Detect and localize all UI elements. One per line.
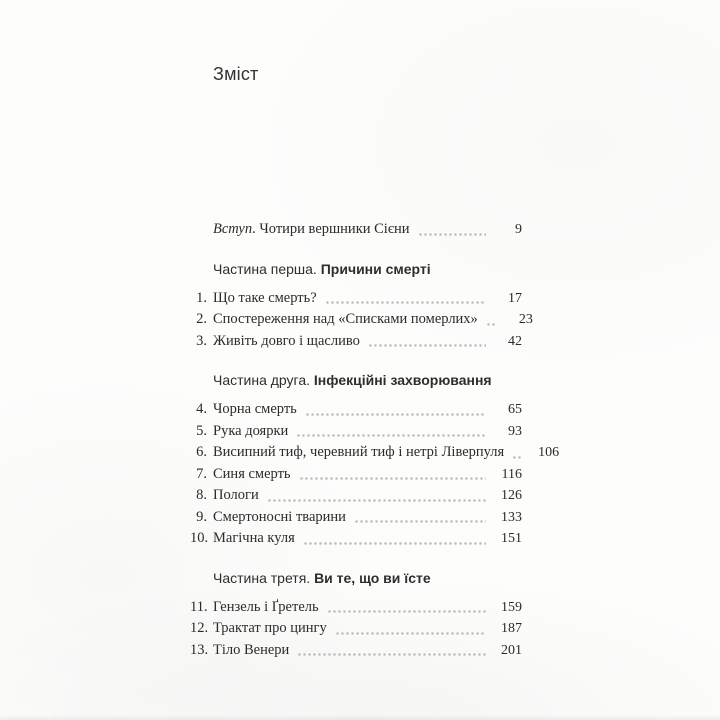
item-page: 93 bbox=[508, 423, 522, 439]
toc-sections bbox=[190, 260, 560, 662]
part-label: Частина перша. bbox=[213, 260, 317, 277]
toc-section bbox=[190, 371, 560, 550]
item-title: Магічна куля bbox=[213, 530, 295, 546]
item-number: 3. bbox=[196, 332, 207, 349]
toc-column bbox=[190, 62, 560, 661]
part-heading bbox=[213, 569, 522, 587]
intro-row bbox=[190, 219, 522, 241]
intro-separator: . bbox=[252, 221, 260, 237]
toc-entry bbox=[190, 331, 522, 353]
item-page: 126 bbox=[501, 488, 522, 503]
toc-entry bbox=[190, 399, 522, 421]
item-page: 201 bbox=[501, 642, 522, 658]
dot-leader bbox=[298, 653, 486, 656]
part-heading bbox=[213, 371, 522, 389]
item-title: Гензель і Ґретель bbox=[213, 598, 319, 615]
toc-section bbox=[190, 260, 533, 353]
item-number: 10. bbox=[190, 530, 209, 546]
item-title: Спостереження над «Списками померлих» bbox=[213, 311, 478, 327]
item-page: 133 bbox=[501, 509, 522, 525]
dot-leader bbox=[328, 610, 486, 613]
dot-leader bbox=[306, 413, 486, 416]
dot-leader bbox=[355, 520, 486, 523]
toc-entry bbox=[190, 597, 522, 619]
dot-leader bbox=[326, 301, 486, 304]
item-page: 187 bbox=[501, 621, 522, 636]
item-number: 9. bbox=[196, 508, 207, 525]
toc-entry bbox=[190, 288, 522, 310]
item-number: 13. bbox=[190, 641, 209, 658]
dot-leader bbox=[297, 434, 486, 437]
toc-entry bbox=[190, 485, 522, 507]
toc-entry bbox=[190, 640, 522, 662]
toc-section bbox=[190, 569, 522, 662]
item-page: 42 bbox=[508, 333, 522, 349]
toc-entry bbox=[190, 618, 522, 640]
item-title: Чорна смерть bbox=[213, 401, 297, 417]
item-number: 1. bbox=[196, 289, 207, 306]
item-number: 6. bbox=[196, 444, 207, 460]
dot-leader bbox=[268, 499, 486, 502]
item-number: 7. bbox=[196, 465, 207, 482]
item-title: Висипний тиф, черевний тиф і нетрі Ліверпуля bbox=[213, 444, 505, 460]
dot-leader bbox=[369, 344, 486, 347]
toc-entry bbox=[190, 421, 522, 443]
item-title: Живіть довго і щасливо bbox=[213, 332, 360, 349]
item-page: 151 bbox=[501, 531, 522, 546]
section-items bbox=[190, 399, 560, 550]
dot-leader bbox=[513, 456, 523, 459]
dot-leader bbox=[487, 323, 497, 326]
item-number: 4. bbox=[196, 401, 207, 417]
dot-leader bbox=[304, 542, 486, 545]
item-page: 116 bbox=[501, 466, 522, 482]
item-page: 23 bbox=[518, 312, 533, 327]
item-number: 5. bbox=[196, 422, 207, 439]
item-title: Тіло Венери bbox=[213, 641, 290, 658]
item-number: 11. bbox=[190, 598, 208, 615]
toc-entry bbox=[190, 309, 533, 331]
page-title: Зміст bbox=[213, 64, 259, 84]
item-title: Рука доярки bbox=[213, 422, 289, 439]
item-number: 12. bbox=[190, 620, 209, 636]
item-title: Синя смерть bbox=[213, 465, 291, 482]
toc-entry bbox=[190, 507, 522, 529]
toc-entry bbox=[190, 464, 522, 486]
part-heading bbox=[213, 260, 522, 278]
item-title: Пологи bbox=[213, 487, 259, 503]
part-label: Частина друга. bbox=[213, 372, 311, 388]
dot-leader bbox=[419, 233, 486, 236]
toc-entry bbox=[190, 528, 522, 550]
intro-page-number: 9 bbox=[515, 222, 522, 237]
dot-leader bbox=[300, 477, 486, 480]
item-title: Трактат про цингу bbox=[213, 620, 327, 636]
intro-chapter-title: Чотири вершники Сієни bbox=[259, 221, 410, 237]
item-title: Смертоносні тварини bbox=[213, 508, 346, 525]
item-page: 17 bbox=[508, 290, 522, 306]
intro-title bbox=[213, 219, 410, 241]
part-title: Інфекційні захворювання bbox=[313, 372, 492, 388]
intro-label: Вступ bbox=[213, 221, 253, 237]
item-page: 159 bbox=[501, 599, 522, 615]
item-page: 65 bbox=[508, 402, 522, 417]
item-number: 8. bbox=[196, 487, 207, 503]
toc-entry bbox=[190, 442, 560, 464]
section-items bbox=[190, 288, 533, 353]
dot-leader bbox=[336, 632, 486, 635]
section-items bbox=[190, 597, 522, 662]
part-label: Частина третя. bbox=[213, 569, 311, 586]
part-title: Причини смерті bbox=[320, 260, 431, 277]
item-title: Що таке смерть? bbox=[213, 289, 317, 306]
item-number: 2. bbox=[196, 311, 207, 327]
part-title: Ви те, що ви їсте bbox=[314, 569, 431, 586]
item-page: 106 bbox=[538, 445, 560, 460]
